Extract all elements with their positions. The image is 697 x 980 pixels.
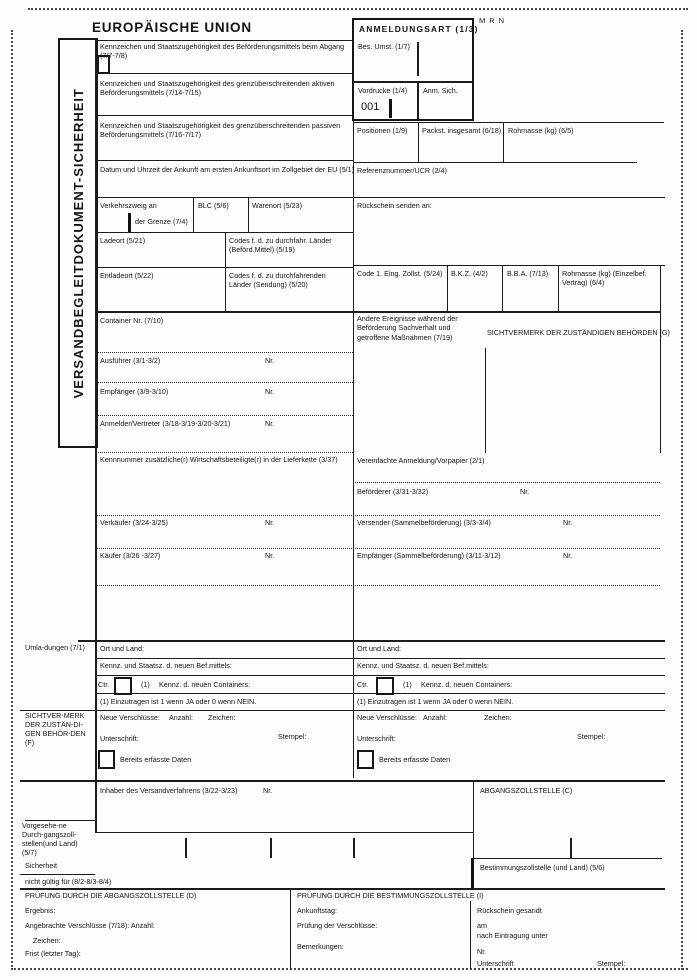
- field-befoerderer: Beförderer (3/31-3/32): [357, 487, 429, 496]
- field-ladeort: Ladeort (5/21): [100, 236, 146, 245]
- ctr-checkbox: [114, 677, 132, 695]
- divider: [472, 858, 662, 859]
- divider: [20, 888, 665, 890]
- umladungen-label: Umla-dungen (7/1): [25, 643, 85, 652]
- anzahl-label: Anzahl:: [423, 713, 447, 722]
- field-ort-und-land: Ort und Land:: [357, 644, 401, 653]
- sichtvermerk-g-header: SICHTVERMERK DER ZUSTÄNDIGEN BEHÖRDEN (G): [487, 328, 670, 337]
- field-kennz-befmittel: Kennz. und Staatsz. d. neuen Bef.mittels:: [100, 661, 232, 670]
- dotted-divider: [95, 415, 353, 416]
- divider: [95, 40, 353, 41]
- anzahl-label: Anzahl:: [169, 713, 193, 722]
- dotted-divider: [95, 452, 353, 453]
- field-ankunftstag: Ankunftstag:: [297, 906, 337, 915]
- field-rohmasse: Rohmasse (kg) (6/5): [508, 126, 574, 135]
- field-neue-verschluesse: Neue Verschlüsse:: [100, 713, 160, 722]
- tick-mark: [570, 838, 572, 858]
- divider: [417, 42, 419, 76]
- durchgangszollstellen-label: Vorgesehe-ne: [22, 821, 67, 830]
- durchgangszollstellen-label: (5/7): [22, 848, 37, 857]
- field-codes-sendung: Codes f. d. zu durchfahrenden Länder (Sendung) (5/20): [229, 271, 326, 290]
- write-mark: [389, 99, 392, 118]
- dotted-divider: [95, 515, 660, 516]
- bereits-label: Bereits erfasste Daten: [120, 755, 192, 764]
- sichtvermerk-f-label: SICHTVER-MERK: [25, 711, 85, 720]
- divider: [353, 81, 472, 83]
- bereits-checkbox: [357, 750, 374, 769]
- tick-mark: [353, 838, 355, 858]
- field-beford-passiv: Kennzeichen und Staatszugehörigkeit des grenzüberschreitenden passiven Beförderungsmittels (7/16-7/17): [100, 121, 341, 140]
- divider: [95, 311, 660, 313]
- field-bba: B.B.A. (7/13): [507, 269, 549, 278]
- field-rohmasse-einzel: Rohmasse (kg) (Einzelbef. Vertrag) (6/4): [562, 269, 647, 288]
- nr-label: Nr.: [520, 487, 530, 496]
- nicht-gueltig-label: nicht gültig für (8/2-8/3-8/4): [25, 877, 112, 886]
- divider: [20, 780, 665, 782]
- divider: [95, 267, 353, 268]
- divider: [353, 265, 665, 266]
- field-code-eing-zollst: Code 1. Eing. Zollst. (5/24): [357, 269, 443, 278]
- field-positionen: Positionen (1/9): [357, 126, 408, 135]
- field-ausfuehrer: Ausführer (3/1-3/2): [100, 356, 161, 365]
- pruefung-bestimmung-header: PRÜFUNG DURCH DIE BESTIMMUNGSZOLLSTELLE (I): [297, 891, 484, 900]
- bereits-label: Bereits erfasste Daten: [379, 755, 451, 764]
- field-entladeort: Entladeort (5/22): [100, 271, 154, 280]
- write-mark: [128, 213, 131, 232]
- divider: [95, 832, 473, 833]
- field-codes-befoerd: Codes f. d. zu durchfahr. Länder (Beförd.Mittel) (5/19): [229, 236, 332, 255]
- field-kennz-container: Kennz. d. neuen Containers:: [159, 680, 251, 689]
- divider: [503, 122, 504, 162]
- field-rueckschein-senden: Rückschein senden an:: [357, 201, 432, 210]
- divider: [78, 640, 665, 642]
- ctr-label: Ctr.: [357, 680, 369, 689]
- field-der-grenze: der Grenze (7/4): [135, 217, 188, 226]
- field-empfaenger-sammel: Empfänger (Sammelbeförderung) (3/11-3/12): [357, 551, 501, 560]
- divider: [20, 710, 665, 711]
- umladungen-fussnote: (1) Einzutragen ist 1 wenn JA oder 0 wenn NEIN.: [357, 697, 514, 706]
- divider: [290, 888, 291, 969]
- field-rueckschein-gesandt: Rückschein gesandt: [477, 906, 542, 915]
- perforation-left: [11, 30, 13, 970]
- divider: [193, 197, 194, 232]
- dotted-divider: [95, 352, 353, 353]
- zeichen-label: Zeichen:: [484, 713, 512, 722]
- field-kennz-container: Kennz. d. neuen Containers:: [421, 680, 513, 689]
- field-nach-eintragung: nach Eintragung unter: [477, 931, 548, 940]
- divider: [95, 115, 353, 116]
- ctr-checkbox: [376, 677, 394, 695]
- nr-label: Nr.: [265, 419, 275, 428]
- divider: [95, 160, 353, 161]
- unterschrift-label: Unterschrift:: [357, 734, 396, 743]
- zeichen-label: Zeichen:: [33, 936, 61, 945]
- anmeldungsart-header: ANMELDUNGSART (1/3): [359, 24, 479, 34]
- field-blc: BLC (5/6): [198, 201, 229, 210]
- durchgangszollstellen-label: stellen(und Land): [22, 839, 78, 848]
- page-title: EUROPÄISCHE UNION: [92, 20, 252, 35]
- field-bemerkungen: Bemerkungen:: [297, 942, 344, 951]
- divider: [95, 40, 97, 832]
- field-ergebnis: Ergebnis:: [25, 906, 56, 915]
- perforation-bottom: [11, 968, 688, 970]
- field-referenznummer: Referenznummer/UCR (2/4): [357, 166, 447, 175]
- unterschrift-label: Unterschrift:: [100, 734, 139, 743]
- footnote-marker: (1): [141, 680, 150, 689]
- pruefung-abgang-header: PRÜFUNG DURCH DIE ABGANGSZOLLSTELLE (D): [25, 891, 197, 900]
- nr-label: Nr.: [265, 551, 275, 560]
- perforation-top: [28, 8, 688, 10]
- field-warenort: Warenort (5/23): [252, 201, 303, 210]
- stempel-label: Stempel:: [577, 732, 606, 741]
- field-andere-ereignisse: Andere Ereignisse während der Beförderung Sachverhalt und getroffene Maßnahmen (7/19): [357, 314, 458, 342]
- field-anm-sich: Anm. Sich.: [423, 86, 458, 95]
- bestimmungszollstelle-label: Bestimmungszollstelle (und Land) (5/6): [480, 863, 605, 872]
- divider: [95, 73, 353, 74]
- vordrucke-value: 001: [361, 101, 380, 113]
- tick-mark: [270, 838, 272, 858]
- nr-label: Nr.: [477, 947, 487, 956]
- divider: [471, 858, 474, 888]
- divider: [470, 901, 471, 969]
- field-verkaeufer: Verkäufer (3/24-3/25): [100, 518, 168, 527]
- nr-label: Nr.: [265, 518, 275, 527]
- sidebar-box: [58, 38, 98, 448]
- divider: [95, 197, 665, 198]
- nr-label: Nr.: [265, 387, 275, 396]
- abgangszollstelle-header: ABGANGSZOLLSTELLE (C): [480, 786, 573, 795]
- divider: [95, 658, 665, 659]
- nr-label: Nr.: [263, 786, 273, 795]
- divider: [225, 232, 226, 311]
- divider: [417, 83, 419, 119]
- dotted-divider: [95, 382, 353, 383]
- write-in-box: [97, 55, 110, 74]
- unterschrift-label: Unterschrift: [477, 959, 514, 968]
- field-kennz-befmittel: Kennz. und Staatsz. d. neuen Bef.mittels:: [357, 661, 489, 670]
- divider: [353, 122, 664, 123]
- divider: [558, 265, 559, 311]
- field-ankunft: Datum und Uhrzeit der Ankunft am ersten Ankunftsort im Zollgebiet der EU (5/1): [100, 165, 355, 174]
- divider: [95, 675, 665, 676]
- field-bes-umst: Bes. Umst. (1/7): [358, 42, 410, 51]
- divider: [20, 874, 95, 875]
- field-packstuecke: Packst. insgesamt (6/18): [422, 126, 502, 135]
- dotted-divider: [95, 548, 660, 549]
- field-container: Container Nr. (7/10): [100, 316, 164, 325]
- document-type-vertical-label: VERSANDBEGLEITDOKUMENT-SICHERHEIT: [70, 87, 86, 399]
- divider: [353, 119, 354, 778]
- field-bkz: B.K.Z. (4/2): [451, 269, 488, 278]
- field-anmelder: Anmelder/Vertreter (3/18-3/19-3/20-3/21): [100, 419, 231, 428]
- sichtvermerk-f-label: DER ZUSTÄN-DI-: [25, 720, 83, 729]
- field-angebrachte-verschluesse: Angebrachte Verschlüsse (7/18): Anzahl:: [25, 921, 155, 930]
- nr-label: Nr.: [563, 518, 573, 527]
- field-kaeufer: Käufer (3/26 -3/27): [100, 551, 161, 560]
- divider: [353, 162, 637, 163]
- divider: [447, 265, 448, 311]
- tick-mark: [185, 838, 187, 858]
- durchgangszollstellen-label: Durch-gangszoll-: [22, 830, 77, 839]
- sichtvermerk-f-label: GEN BEHÖR-DEN: [25, 729, 86, 738]
- field-frist: Frist (letzter Tag):: [25, 949, 81, 958]
- divider: [473, 781, 474, 858]
- stempel-label: Stempel:: [597, 959, 626, 968]
- divider: [95, 232, 353, 233]
- divider: [485, 348, 486, 453]
- nr-label: Nr.: [265, 356, 275, 365]
- footnote-marker: (1): [403, 680, 412, 689]
- dotted-divider: [95, 585, 660, 586]
- sicherheit-label: Sicherheit: [25, 861, 57, 870]
- field-inhaber: Inhaber des Versandverfahrens (3/22-3/23): [100, 786, 238, 795]
- bereits-checkbox: [98, 750, 115, 769]
- field-empfaenger: Empfänger (3/9-3/10): [100, 387, 169, 396]
- divider: [502, 265, 503, 311]
- divider: [418, 122, 419, 162]
- field-neue-verschluesse: Neue Verschlüsse:: [357, 713, 417, 722]
- perforation-right: [681, 30, 683, 970]
- field-vereinfachte-anmeldung: Vereinfachte Anmeldung/Vorpapier (2/1): [357, 456, 485, 465]
- field-vordrucke: Vordrucke (1/4): [358, 86, 408, 95]
- field-beford-abgang: Kennzeichen und Staatszugehörigkeit des Beförderungsmittels beim Abgang (7/7-7/8): [100, 42, 345, 61]
- field-pruefung-verschluesse: Prüfung der Verschlüsse:: [297, 921, 378, 930]
- nr-label: Nr.: [563, 551, 573, 560]
- zeichen-label: Zeichen:: [208, 713, 236, 722]
- field-verkehrszweig: Verkehrszweig an: [100, 201, 157, 210]
- mrn-label: MRN: [479, 16, 509, 25]
- sichtvermerk-f-label: (F): [25, 738, 35, 747]
- field-versender: Versender (Sammelbeförderung) (3/3-3/4): [357, 518, 491, 527]
- divider: [248, 197, 249, 232]
- ctr-label: Ctr.: [98, 680, 110, 689]
- field-am: am: [477, 921, 487, 930]
- dotted-divider: [353, 482, 660, 483]
- divider: [660, 265, 661, 453]
- umladungen-fussnote: (1) Einzutragen ist 1 wenn JA oder 0 wenn NEIN.: [100, 697, 257, 706]
- field-beford-aktiv: Kennzeichen und Staatszugehörigkeit des grenzüberschreitenden aktiven Beförderungsmittels (7/14-7/15): [100, 79, 335, 98]
- field-ort-und-land: Ort und Land:: [100, 644, 144, 653]
- field-kennnummer: Kennnummer zusätzliche(r) Wirtschaftsbeteiligte(r) in der Lieferkette (3/37): [100, 455, 338, 464]
- stempel-label: Stempel:: [278, 732, 307, 741]
